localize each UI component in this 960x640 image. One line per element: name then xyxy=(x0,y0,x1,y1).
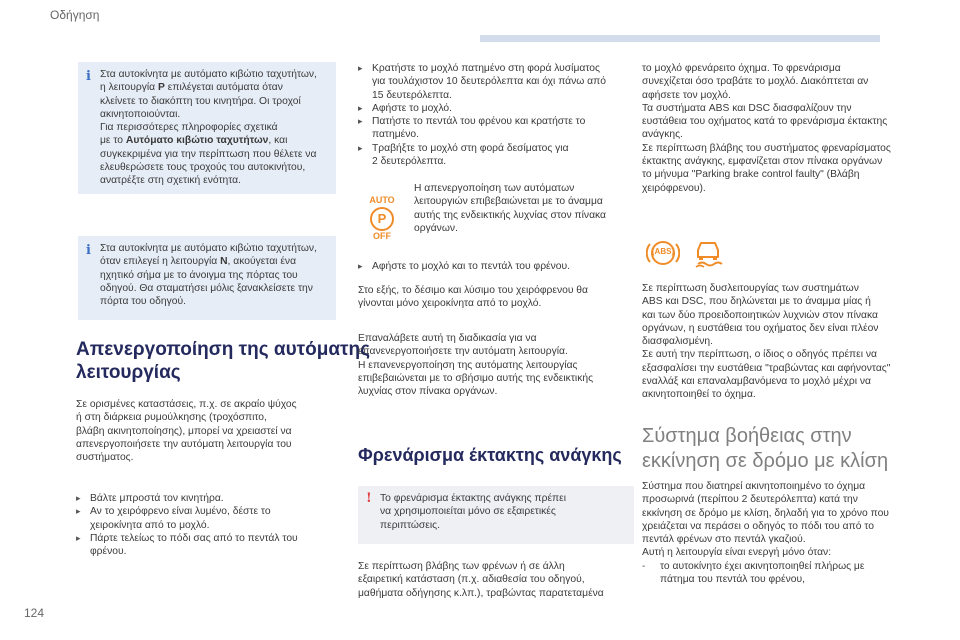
arrow-bullet-icon: ▸ xyxy=(358,63,363,73)
info-note-auto-park xyxy=(78,62,336,194)
paragraph-brake-failure: Σε περίπτωση βλάβης των φρένων ή σε άλλη εξαιρετική κατάσταση (π.χ. αδιαθεσία του οδηγού, μαθήματα οδήγησης κ.λπ.), τραβώντας παρατεταμένα xyxy=(358,561,604,599)
warning-icon: ! xyxy=(366,491,372,506)
dsc-warning-icon xyxy=(692,236,724,268)
heading-emergency-braking: Φρενάρισμα έκτακτης ανάγκης xyxy=(358,445,622,465)
list-item: ▸ Βάλτε μπροστά τον κινητήρα. xyxy=(76,493,224,504)
info-icon: i xyxy=(86,69,91,84)
arrow-bullet-icon: ▸ xyxy=(76,532,81,543)
section-title: Οδήγηση xyxy=(50,8,100,22)
warning-note-emergency: ! Το φρενάρισμα έκτακτης ανάγκης πρέπει να χρησιμοποιείται μόνο σε εξαιρετικές περιπτώσεις. xyxy=(358,486,634,544)
note-line-bold: με το Αυτόματο κιβώτιο ταχυτήτων, και xyxy=(100,135,288,147)
paragraph-abs-dsc-fault: Σε περίπτωση δυσλειτουργίας των συστημάτων ABS και DSC, που δηλώνεται με το άναμμα μίας ή και των δύο προειδοποιητικών λυχνιών στον πίνακα οργάνων, η ευστάθεια του οχήματος δεν είναι πλέον διασφαλισμένη. Σε αυτή την περίπτωση, ο ίδιος ο οδηγός πρέπει να εξασφαλίσει την ευστάθεια "τραβώντας και αφήνοντας" εναλλάξ και επαναλαμβανόμενα το μοχλό μέχρι να ακινητοποιηθεί το όχημα. xyxy=(642,283,891,401)
list-item: ▸ Τραβήξτε το μοχλό στη φορά δεσίματος για 2 δευτερόλεπτα. xyxy=(358,142,569,168)
bullet-list-lever xyxy=(358,62,638,168)
note-line: οδηγού. Θα σταματήσει μόλις ξανακλείσετε την xyxy=(100,282,313,294)
note-line: πόρτα του οδηγού. xyxy=(100,296,186,308)
note-line: ηχητικό σήμα με το άνοιγμα της πόρτας του xyxy=(100,269,298,281)
arrow-bullet-icon: ▸ xyxy=(76,493,81,503)
note-line: ανατρέξτε στη σχετική ενότητα. xyxy=(100,175,241,187)
arrow-bullet-icon: ▸ xyxy=(358,142,363,153)
paragraph-manual-only: Στο εξής, το δέσιμο και λύσιμο του χειρόφρενου θα γίνονται μόνο χειροκίνητα από το μοχλό. xyxy=(358,285,588,310)
note-line: κλείνετε το διακόπτη του κινητήρα. Οι τροχοί xyxy=(100,95,301,107)
list-item: ▸ Αφήστε το μοχλό και το πεντάλ του φρένου. xyxy=(358,261,571,272)
note-line: Για περισσότερες πληροφορίες σχετικά xyxy=(100,122,278,134)
page-number: 124 xyxy=(24,606,45,620)
paragraph-reenable: Επαναλάβετε αυτή τη διαδικασία για να επανενεργοποιήσετε την αυτόματη λειτουργία. Η επανενεργοποίηση της αυτόματης λειτουργίας επιβεβαιώνεται με το σβήσιμο αυτής της ενδεικτικής λυχνίας στον πίνακα οργάνων. xyxy=(358,333,594,398)
dsc-warning-icon xyxy=(692,236,724,268)
list-item: ▸ Αν το χειρόφρενο είναι λυμένο, δέστε το χειροκίνητα από το μοχλό. xyxy=(76,506,271,531)
note-line: συγκεκριμένα για την περίπτωση που θέλετε να xyxy=(100,148,317,160)
list-item: - το αυτοκίνητο έχει ακινητοποιηθεί πλήρως με πάτημα του πεντάλ του φρένου, xyxy=(642,560,865,586)
note-line: η λειτουργία P επιλέγεται αυτόματα όταν xyxy=(100,82,283,94)
list-item: ▸ Κρατήστε το μοχλό πατημένο στη φορά λυσίματος για τουλάχιστον 10 δευτερόλεπτα και όχι πάνω από 15 δευτερόλεπτα. xyxy=(358,63,606,101)
list-item: ▸ Πατήστε το πεντάλ του φρένου και κρατήστε το πατημένο. xyxy=(358,116,586,141)
paragraph-hill-start: Σύστημα που διατηρεί ακινητοποιημένο το όχημα προσωρινά (περίπου 2 δευτερόλεπτα) κατά την εκκίνηση σε δρόμο με κλίση, δηλαδή για το χρόνο που χρειάζεται να περάσει ο οδηγός το πόδι του από το πεντάλ φρένων στο πεντάλ γκαζιού. Αυτή η λειτουργία είναι ενεργή μόνο όταν: - το αυτοκίνητο έχει ακινητοποιηθεί πλήρως με πάτημα του πεντάλ του φρένου, xyxy=(642,481,889,586)
header-accent-bar xyxy=(480,35,880,42)
dash-bullet: - xyxy=(642,560,646,572)
arrow-bullet-icon: ▸ xyxy=(358,102,363,113)
arrow-bullet-icon: ▸ xyxy=(358,261,363,271)
note-line: Στα αυτοκίνητα με αυτόματο κιβώτιο ταχυτήτων, xyxy=(100,243,317,254)
note-line: ακινητοποιούνται. xyxy=(100,108,181,120)
paragraph-disable-intro: Σε ορισμένες καταστάσεις, π.χ. σε ακραίο ψύχος ή στη διάρκεια ρυμούλκησης (τροχόσπιτο, βλάβη ακινητοποίησης), μπορεί να χρειαστεί να απενεργοποιήσετε την αυτόματη λειτουργία του συστήματος. xyxy=(76,399,297,464)
note-line: όταν επιλεγεί η λειτουργία N, ακούγεται ένα xyxy=(100,256,297,268)
auto-p-off-icon: AUTO P OFF xyxy=(369,195,395,241)
info-icon: i xyxy=(86,243,91,258)
heading-hill-start-assist: Σύστημα βοήθειας στην εκκίνηση σε δρόμο με κλίση xyxy=(642,425,889,472)
auto-off-confirm-text: Η απενεργοποίηση των αυτόματων λειτουργιών επιβεβαιώνεται με το άναμμα αυτής της ενδεικτικής λυχνίας στον πίνακα οργάνων. xyxy=(414,183,607,234)
note-line: ελευθερώσετε τους τροχούς του αυτοκινήτου, xyxy=(100,162,306,174)
list-item: ▸ Αφήστε το μοχλό. xyxy=(358,102,453,114)
note-line: Στα αυτοκίνητα με αυτόματο κιβώτιο ταχυτήτων, xyxy=(100,69,317,80)
abs-warning-icon: (ABS) xyxy=(646,238,680,268)
heading-disable-auto: Απενεργοποίηση της αυτόματης λειτουργίας xyxy=(76,339,370,383)
arrow-bullet-icon: ▸ xyxy=(358,116,363,127)
info-note-neutral xyxy=(78,236,336,320)
bullet-list-disable xyxy=(76,492,346,558)
paragraph-emergency-continue: το μοχλό φρενάρειτο όχημα. Το φρενάρισμα συνεχίζεται όσο τραβάτε το μοχλό. Διακόπτεται αν αφήσετε τον μοχλό. Τα συστήματα ABS και DSC διασφαλίζουν την ευστάθεια του οχήματος κατά το φρενάρισμα έκτακτης ανάγκης. Σε περίπτωση βλάβης του συστήματος φρεναρίσματος έκτακτης ανάγκης, εμφανίζεται στον πίνακα οργάνων το μήνυμα "Parking brake control faulty" (Βλάβη χειρόφρενου). xyxy=(642,63,891,194)
list-item: ▸ Πάρτε τελείως το πόδι σας από το πεντάλ του φρένου. xyxy=(76,532,298,558)
arrow-bullet-icon: ▸ xyxy=(76,506,81,517)
bullet-release xyxy=(358,260,570,273)
